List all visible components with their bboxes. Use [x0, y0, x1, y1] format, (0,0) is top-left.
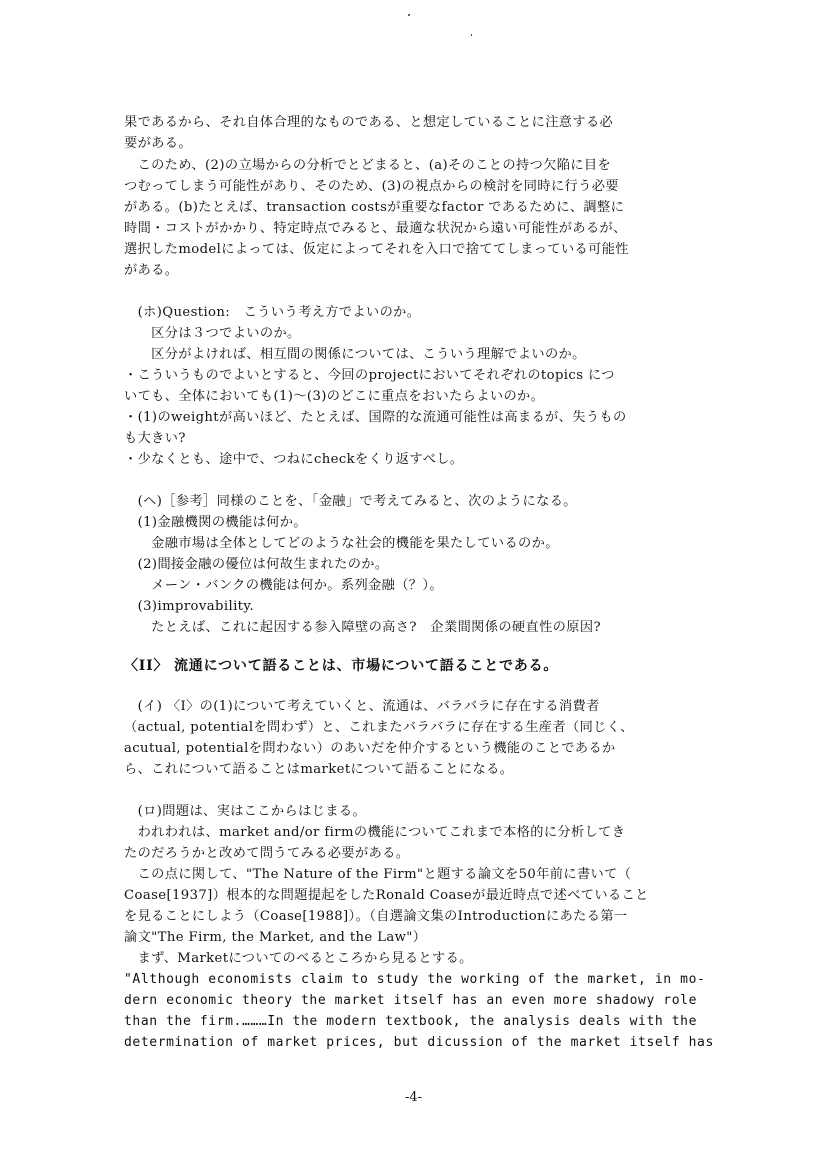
text-line: メーン・バンクの機能は何か。系列金融（？）。: [124, 578, 443, 593]
text-line: 選択したmodelによっては、仮定によってそれを入口で捨ててしまっている可能性: [124, 242, 629, 257]
text-line: いても、全体においても(1)～(3)のどこに重点をおいたらよいのか。: [124, 389, 545, 404]
scan-speck: [408, 14, 410, 16]
text-line: (ロ)問題は、実はここからはじまる。: [124, 804, 367, 819]
text-line: まず、Marketについてのべるところから見るとする。: [124, 951, 473, 966]
text-line: 区分がよければ、相互間の関係については、こういう理解でよいのか。: [124, 347, 586, 362]
text-line: 区分は３つでよいのか。: [124, 326, 301, 341]
quote-line: dern economic theory the market itself has an even more shadowy role: [124, 993, 698, 1008]
text-line: も大きい?: [124, 431, 186, 446]
text-line: このため、(2)の立場からの分析でとどまると、(a)そのことの持つ欠陥に目を: [124, 158, 612, 173]
text-line: たとえば、これに起因する参入障壁の高さ? 企業間関係の硬直性の原因?: [124, 620, 601, 635]
text-line: (3)improvability.: [124, 599, 255, 614]
text-line: 果であるから、それ自体合理的なものである、と想定していることに注意する必: [124, 115, 614, 130]
text-line: つむってしまう可能性があり、そのため、(3)の視点からの検討を同時に行う必要: [124, 179, 619, 194]
text-line: （actual, potentialを問わず）と、これまたバラバラに存在する生産者（同じく、: [124, 720, 634, 735]
quote-line: "Although economists claim to study the working of the market, in mo-: [124, 972, 706, 987]
text-line: われわれは、market and/or firmの機能についてこれまで本格的に分析してき: [124, 825, 626, 840]
bullet-item: ・少なくとも、途中で、つねにcheckをくり返すべし。: [124, 452, 464, 467]
quote-line: than the firm.………In the modern textbook, the analysis deals with the: [124, 1014, 698, 1029]
text-line: たのだろうかと改めて問うてみる必要がある。: [124, 846, 410, 861]
text-line: (イ) 〈I〉の(1)について考えていくと、流通は、バラバラに存在する消費者: [124, 699, 600, 714]
scan-speck: [471, 34, 472, 36]
bullet-item: ・(1)のweightが高いほど、たとえば、国際的な流通可能性は高まるが、失うもの: [124, 410, 627, 425]
text-line: (2)間接金融の優位は何故生まれたのか。: [124, 557, 389, 572]
reference-heading: (ヘ)［参考］同様のことを、「金融」で考えてみると、次のようになる。: [124, 494, 577, 509]
text-line: (1)金融機関の機能は何か。: [124, 515, 307, 530]
text-line: を見ることにしよう（Coase[1988]）。（自選論文集のIntroductionにあたる第一: [124, 909, 628, 924]
question-heading: (ホ)Question: こういう考え方でよいのか。: [124, 305, 421, 320]
text-line: がある。(b)たとえば、transaction costsが重要なfactor であるために、調整に: [124, 200, 625, 215]
text-line: 論文"The Firm, the Market, and the Law"）: [124, 930, 427, 945]
text-line: 要がある。: [124, 136, 192, 151]
text-line: Coase[1937]）根本的な問題提起をしたRonald Coaseが最近時点で述べていること: [124, 888, 649, 903]
text-line: この点に関して、"The Nature of the Firm"と題する論文を50年前に書いて（: [124, 867, 632, 882]
bullet-item: ・こういうものでよいとすると、今回のprojectにおいてそれぞれのtopics につ: [124, 368, 615, 383]
quote-line: determination of market prices, but dicussion of the market itself has: [124, 1035, 714, 1050]
text-line: 金融市場は全体としてどのような社会的機能を果たしているのか。: [124, 536, 559, 551]
page-number: -4-: [404, 1090, 423, 1105]
text-line: 時間・コストがかかり、特定時点でみると、最適な状況から遠い可能性があるが、: [124, 221, 627, 236]
text-line: がある。: [124, 263, 179, 278]
section-heading: 〈II〉 流通について語ることは、市場について語ることである。: [124, 658, 559, 674]
text-line: ら、これについて語ることはmarketについて語ることになる。: [124, 762, 514, 777]
text-line: acutual, potentialを問わない）のあいだを仲介するという機能のことであるか: [124, 741, 616, 756]
